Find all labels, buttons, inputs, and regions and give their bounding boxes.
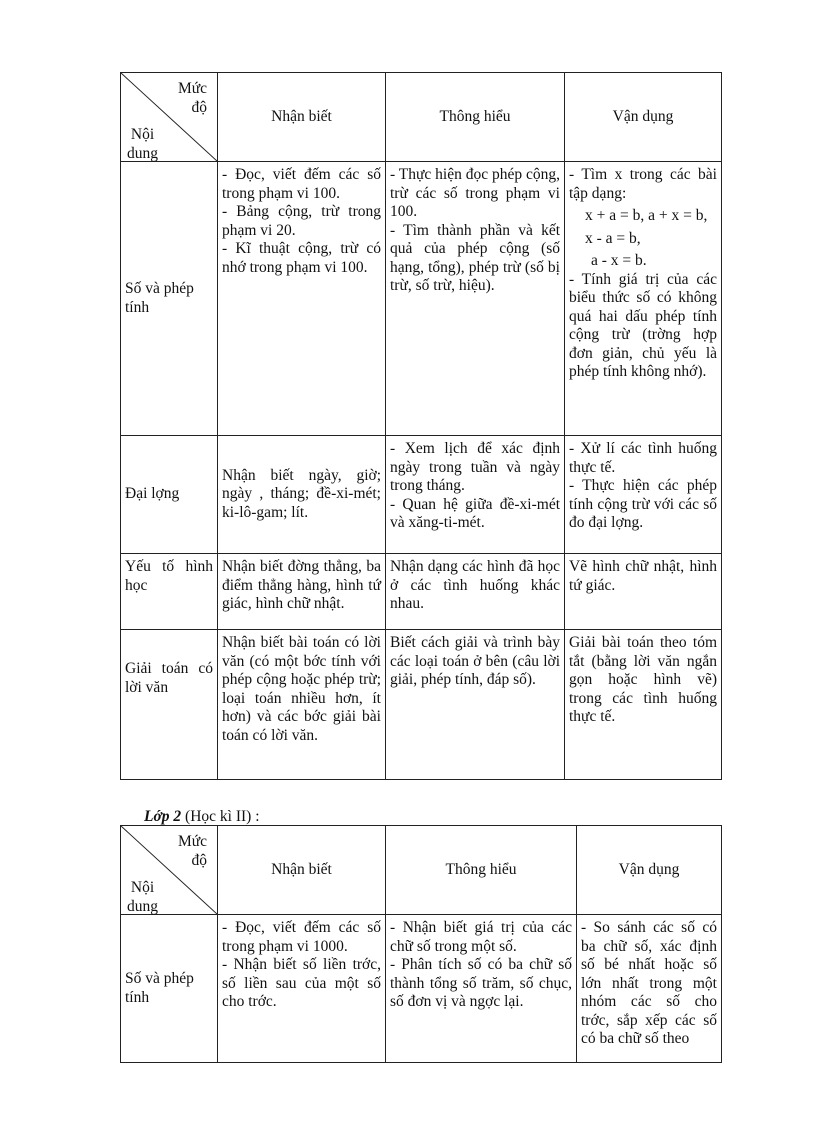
table-grade2-term1	[120, 72, 722, 780]
list-item: - Kĩ thuật cộng, trừ có nhớ trong phạm vi 100.	[222, 240, 381, 276]
level-label: Mức độ	[177, 833, 207, 869]
list-item: Nhận biết đờng thẳng, ba điểm thẳng hàng, hình tứ giác, hình chữ nhật.	[222, 558, 381, 612]
list-item: Biết cách giải và trình bày các loại toán ở bên (câu lời giải, phép tính, đáp số).	[390, 634, 560, 688]
list-item: - So sánh các số có ba chữ số, xác định số bé nhất hoặc số lớn nhất trong một nhóm các số cho trớc, sắp xếp các số có ba chữ số theo	[581, 919, 717, 1047]
recognize-cell	[218, 162, 386, 436]
list-item: - Xem lịch để xác định ngày trong tuần và ngày trong tháng.	[390, 440, 560, 494]
content-label: Nội dung	[127, 126, 158, 162]
list-item: Giải bài toán theo tóm tắt (bằng lời văn ngắn gọn hoặc hình vẽ) trong các tình huống thực tế.	[569, 634, 717, 725]
list-item: - Xử lí các tình huống thực tế.	[569, 440, 717, 476]
table-row	[121, 162, 722, 436]
formula: x + a = b, a + x = b,	[585, 207, 708, 224]
header-row	[121, 73, 722, 162]
table-row	[121, 554, 722, 630]
apply-cell	[565, 554, 722, 630]
understand-cell	[386, 630, 565, 780]
corner-cell	[121, 826, 218, 915]
corner-cell	[121, 73, 218, 162]
list-item: - Tìm thành phần và kết quả của phép cộng (số hạng, tổng), phép trừ (số bị trừ, số trừ, hiệu).	[390, 221, 560, 294]
apply-cell	[565, 630, 722, 780]
list-item: - Tính giá trị của các biểu thức số có không quá hai dấu phép tính cộng trừ (trờng hợp đơn giản, chủ yếu là phép tính không nhớ).	[569, 270, 717, 380]
topic-cell: Số và phép tính	[121, 915, 218, 1063]
list-item: - Đọc, viết đếm các số trong phạm vi 100.	[222, 166, 381, 202]
header-row	[121, 826, 722, 915]
understand-cell	[386, 915, 577, 1063]
col-header-apply: Vận dụng	[565, 73, 722, 162]
list-item: - Bảng cộng, trừ trong phạm vi 20.	[222, 203, 381, 239]
level-label: Mức độ	[177, 80, 207, 116]
list-item: - Thực hiện đọc phép cộng, trừ các số trong phạm vi 100.	[390, 166, 560, 220]
apply-cell	[565, 436, 722, 554]
list-item: - Quan hệ giữa đề-xi-mét và xăng-ti-mét.	[390, 495, 560, 531]
table-row	[121, 915, 722, 1063]
topic-cell: Đại lợng	[121, 436, 218, 554]
list-item: Nhận biết bài toán có lời văn (có một bớc tính với phép cộng hoặc phép trừ; loại toán nhiều hơn, ít hơn) và các bớc giải bài toán có lời văn.	[222, 634, 381, 744]
recognize-cell	[218, 554, 386, 630]
list-item: Nhận dạng các hình đã học ở các tình huống khác nhau.	[390, 558, 560, 612]
list-item: Nhận biết ngày, giờ; ngày , tháng; đề-xi-mét; ki-lô-gam; lít.	[222, 466, 381, 521]
recognize-cell	[218, 630, 386, 780]
list-item: - Nhận biết số liền trớc, số liền sau của một số cho trớc.	[222, 956, 381, 1010]
understand-cell	[386, 554, 565, 630]
apply-cell	[565, 162, 722, 436]
formula: x - a = b,	[585, 229, 641, 247]
topic-cell: Số và phép tính	[121, 162, 218, 436]
topic-cell: Giải toán có lời văn	[121, 630, 218, 780]
topic-cell: Yếu tố hình học	[121, 554, 218, 630]
table-grade2-term2	[120, 825, 722, 1063]
col-header-recognize: Nhận biết	[218, 73, 386, 162]
table-row	[121, 436, 722, 554]
recognize-cell	[218, 436, 386, 554]
recognize-cell	[218, 915, 386, 1063]
col-header-recognize: Nhận biết	[218, 826, 386, 915]
list-item: Vẽ hình chữ nhật, hình tứ giác.	[569, 558, 717, 594]
understand-cell	[386, 436, 565, 554]
apply-cell	[577, 915, 722, 1063]
table-row	[121, 630, 722, 780]
list-item: - Nhận biết giá trị của các chữ số trong một số.	[390, 919, 572, 955]
content-label: Nội dung	[127, 879, 158, 915]
term-label: (Học kì II) :	[181, 808, 260, 825]
col-header-apply: Vận dụng	[577, 826, 722, 915]
list-item: - Đọc, viết đếm các số trong phạm vi 1000.	[222, 919, 381, 955]
list-item: - Thực hiện các phép tính cộng trừ với các số đo đại lợng.	[569, 477, 717, 531]
formula: a - x = b.	[591, 252, 647, 269]
list-item: - Tìm x trong các bài tập dạng:	[569, 166, 717, 202]
col-header-understand: Thông hiểu	[386, 73, 565, 162]
list-item: - Phân tích số có ba chữ số thành tổng số trăm, số chục, số đơn vị và ngợc lại.	[390, 956, 572, 1010]
col-header-understand: Thông hiểu	[386, 826, 577, 915]
grade-label: Lớp 2	[144, 808, 182, 825]
section-caption	[144, 808, 260, 826]
understand-cell	[386, 162, 565, 436]
